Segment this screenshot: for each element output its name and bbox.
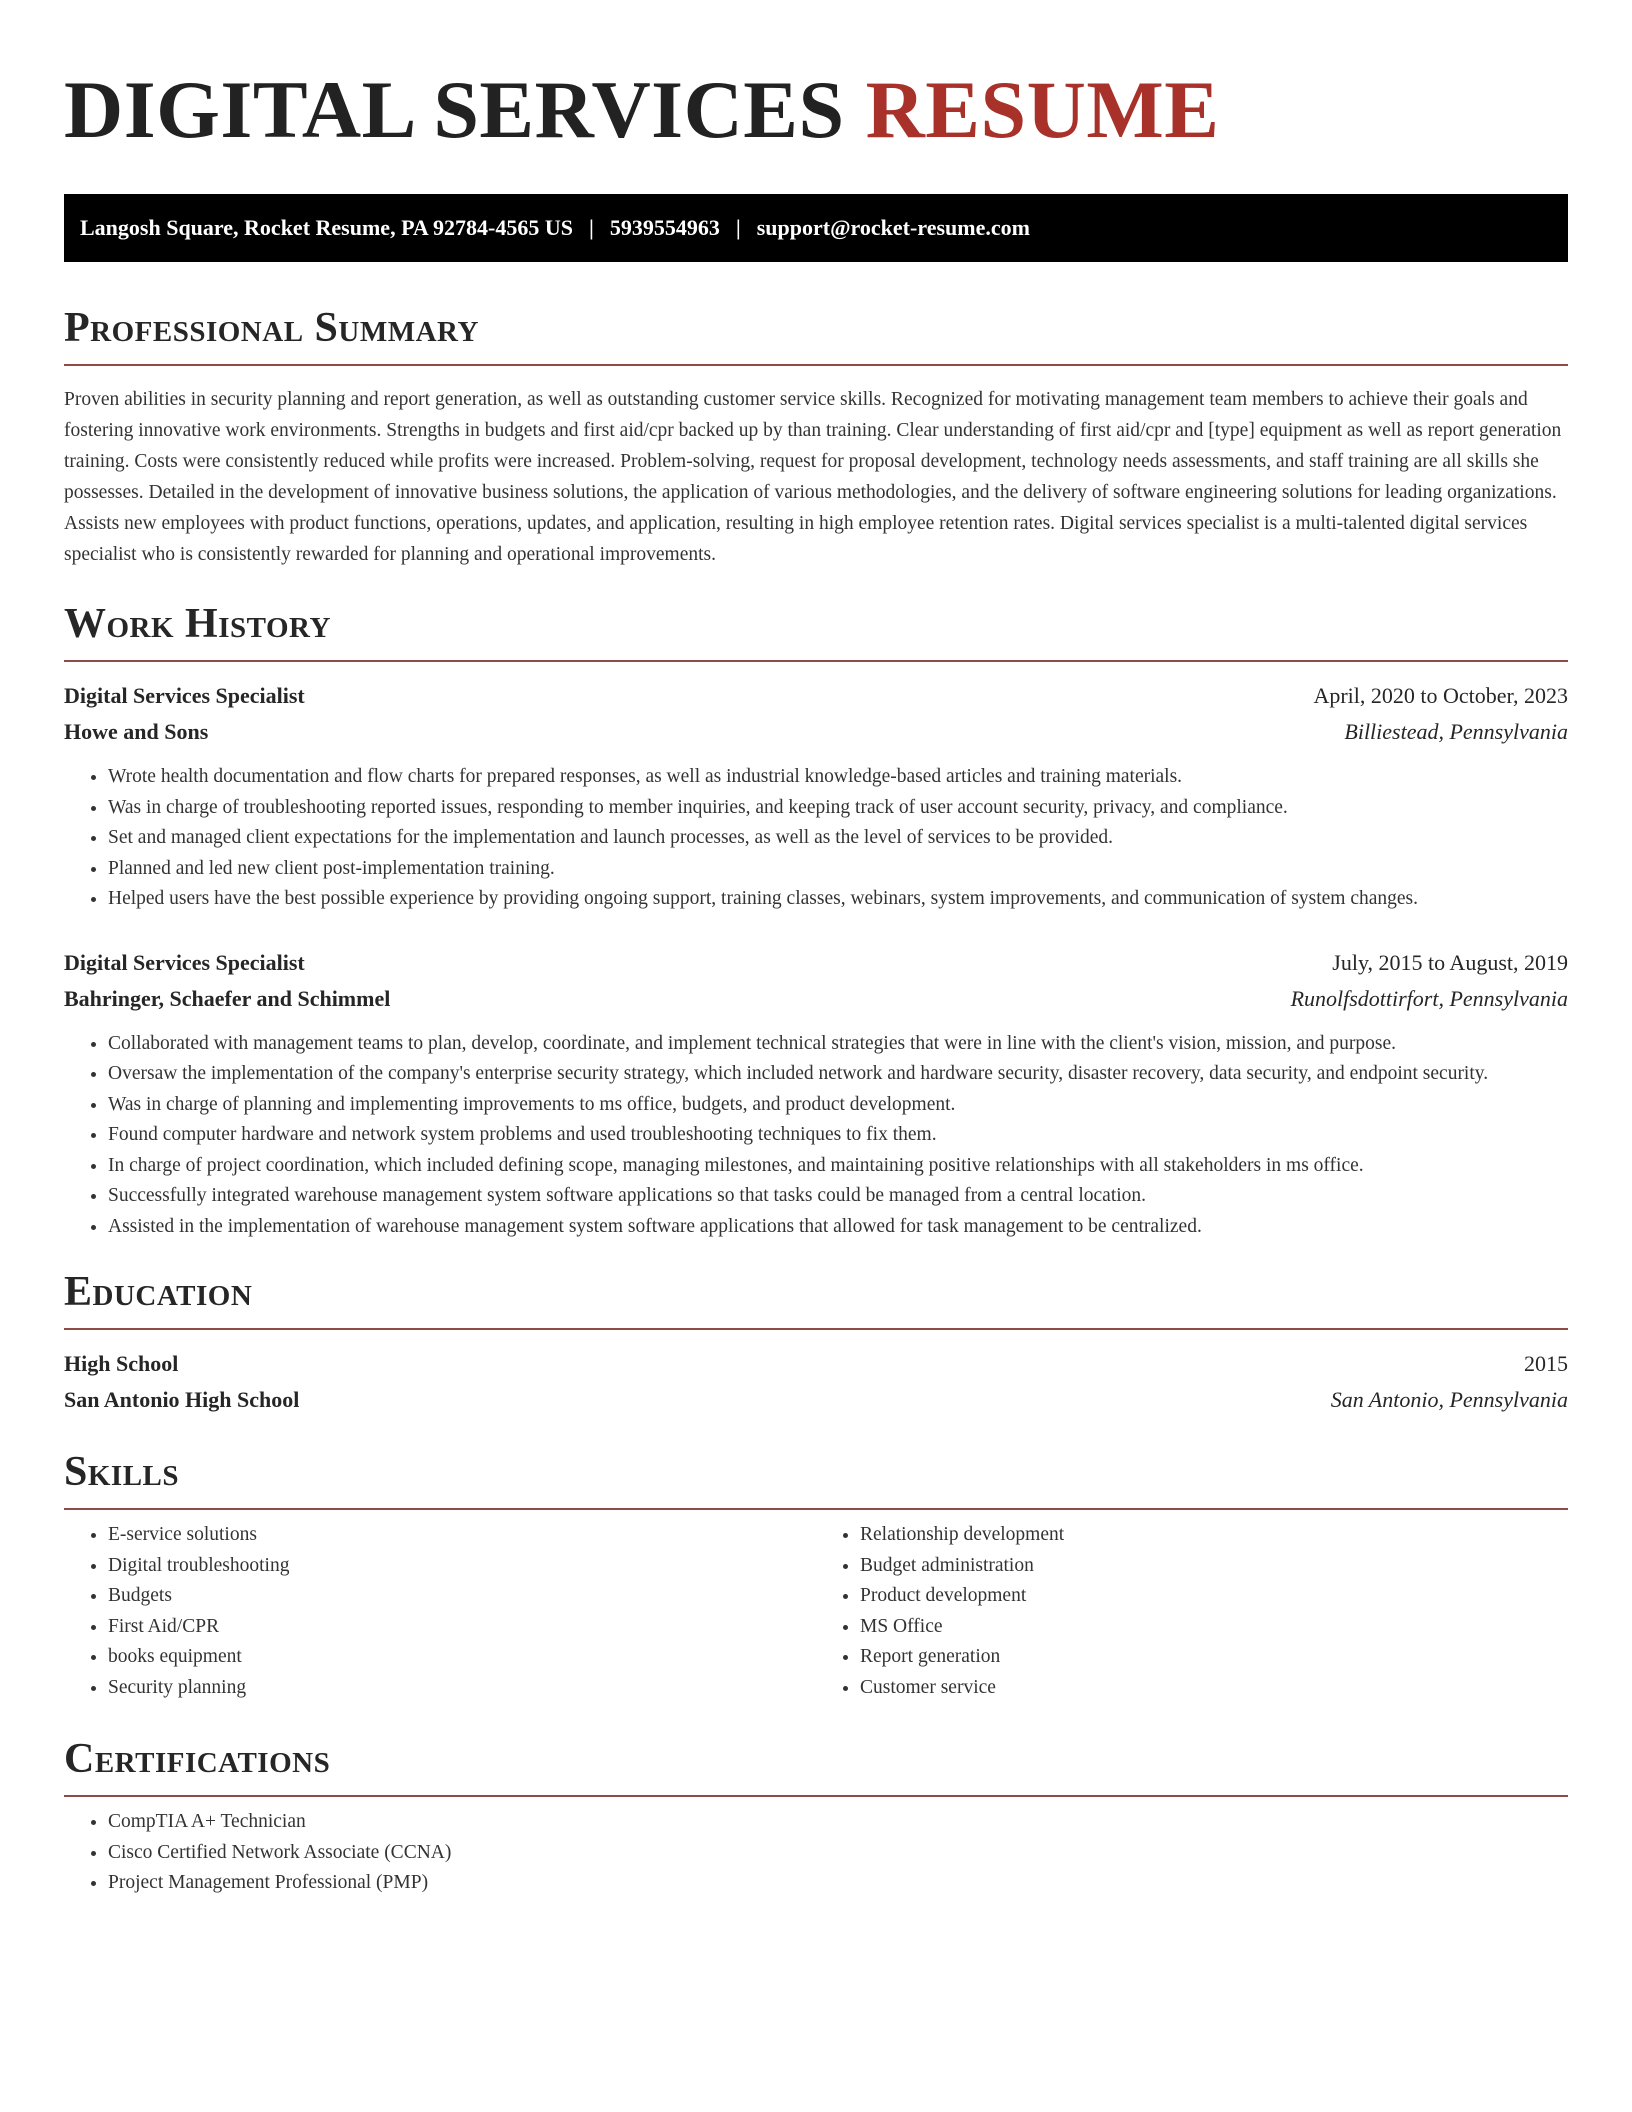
contact-separator: |: [735, 215, 741, 240]
list-item: • E-service solutions: [108, 1520, 816, 1551]
section-divider: [64, 364, 1568, 366]
section-divider: [64, 1328, 1568, 1330]
job-dates: July, 2015 to August, 2019: [1332, 949, 1568, 975]
list-item: • MS Office: [860, 1612, 1568, 1643]
education-year: 2015: [1524, 1351, 1568, 1376]
job-header: [64, 945, 1568, 981]
list-item: • Report generation: [860, 1642, 1568, 1673]
job-subheader: [64, 714, 1568, 750]
skills-list-right: [816, 1520, 1568, 1703]
job-company: Bahringer, Schaefer and Schimmel: [64, 985, 391, 1011]
job-entry: [64, 945, 1568, 1243]
skills-section: [64, 1446, 1568, 1703]
job-role: Digital Services Specialist: [64, 683, 305, 708]
section-title-work: Work History: [64, 601, 331, 647]
list-item: • Product development: [860, 1581, 1568, 1612]
contact-separator: |: [589, 215, 594, 240]
skills-columns: [64, 1520, 1568, 1703]
list-item: • In charge of project coordination, which included defining scope, managing milestones, and maintaining positive relationships with all stakeholders in ms office.: [108, 1151, 1568, 1182]
job-header: [64, 678, 1568, 714]
list-item: • Was in charge of troubleshooting reported issues, responding to member inquiries, and keeping track of user account security, privacy, and compliance.: [108, 793, 1568, 824]
education-degree: High School: [64, 1351, 179, 1376]
list-item: • Budgets: [108, 1581, 816, 1612]
job-company: Howe and Sons: [64, 719, 209, 744]
section-divider: [64, 1508, 1568, 1510]
section-title-skills: Skills: [64, 1449, 180, 1495]
section-title-certifications: Certifications: [64, 1736, 331, 1782]
list-item: • Customer service: [860, 1673, 1568, 1704]
resume-title: [64, 56, 1568, 160]
education-school: San Antonio High School: [64, 1387, 300, 1412]
list-item: • Set and managed client expectations for the implementation and launch processes, as well as the level of services to be provided.: [108, 823, 1568, 854]
list-item: • First Aid/CPR: [108, 1612, 816, 1643]
section-title-summary: Professional Summary: [64, 305, 479, 351]
job-bullets: [64, 1029, 1568, 1243]
work-section: [64, 598, 1568, 1242]
list-item: • Project Management Professional (PMP): [108, 1868, 1568, 1899]
section-divider: [64, 1795, 1568, 1797]
job-bullets: [64, 762, 1568, 915]
job-entry: [64, 678, 1568, 915]
job-subheader: [64, 981, 1568, 1017]
job-location: Billiestead, Pennsylvania: [1344, 719, 1568, 744]
list-item: • Helped users have the best possible experience by providing ongoing support, training classes, webinars, system improvements, and communication of system changes.: [108, 884, 1568, 915]
summary-section: [64, 302, 1568, 570]
education-header: [64, 1346, 1568, 1382]
list-item: • Budget administration: [860, 1551, 1568, 1582]
education-subheader: [64, 1382, 1568, 1418]
contact-address: Langosh Square, Rocket Resume, PA 92784-4565 US: [80, 215, 573, 240]
section-title-education: Education: [64, 1269, 253, 1315]
list-item: • Collaborated with management teams to plan, develop, coordinate, and implement technical strategies that were in line with the client's vision, mission, and purpose.: [108, 1029, 1568, 1060]
certifications-section: [64, 1733, 1568, 1899]
education-entry: [64, 1346, 1568, 1418]
title-main: DIGITAL SERVICES: [64, 64, 845, 155]
education-section: [64, 1266, 1568, 1418]
job-location: Runolfsdottirfort, Pennsylvania: [1290, 985, 1568, 1011]
title-accent: RESUME: [865, 64, 1220, 155]
contact-phone: 5939554963: [609, 215, 720, 240]
list-item: • Successfully integrated warehouse management system software applications so that tasks could be managed from a central location.: [108, 1181, 1568, 1212]
summary-text: Proven abilities in security planning and report generation, as well as outstanding customer service skills. Recognized for motivating management team members to achieve their goals and fostering innovative work environments. Strengths in budgets and first aid/cpr backed up by than training. Clear understanding of first aid/cpr and [type] equipment as well as report generation training. Costs were consistently reduced while profits were increased. Problem-solving, request for proposal development, technology needs assessments, and staff training are all skills she possesses. Detailed in the development of innovative business solutions, the application of various methodologies, and the delivery of software engineering solutions for leading organizations. Assists new employees with product functions, operations, updates, and application, resulting in high employee retention rates. Digital services specialist is a multi-talented digital services specialist who is consistently rewarded for planning and operational improvements.: [64, 389, 1562, 565]
contact-bar: [64, 194, 1568, 262]
skills-list-left: [64, 1520, 816, 1703]
list-item: • Assisted in the implementation of warehouse management system software applications that allowed for task management to be centralized.: [108, 1212, 1568, 1243]
certifications-list: [64, 1807, 1568, 1899]
list-item: • Found computer hardware and network system problems and used troubleshooting techniques to fix them.: [108, 1120, 1568, 1151]
contact-email[interactable]: support@rocket-resume.com: [756, 215, 1030, 240]
list-item: • Relationship development: [860, 1520, 1568, 1551]
education-location: San Antonio, Pennsylvania: [1330, 1387, 1568, 1412]
section-divider: [64, 660, 1568, 662]
list-item: • Cisco Certified Network Associate (CCNA): [108, 1838, 1568, 1869]
list-item: • CompTIA A+ Technician: [108, 1807, 1568, 1838]
list-item: • Planned and led new client post-implementation training.: [108, 854, 1568, 885]
list-item: • Oversaw the implementation of the company's enterprise security strategy, which included network and hardware security, disaster recovery, data security, and endpoint security.: [108, 1059, 1568, 1090]
list-item: • Was in charge of planning and implementing improvements to ms office, budgets, and product development.: [108, 1090, 1568, 1121]
job-role: Digital Services Specialist: [64, 949, 305, 975]
list-item: • Digital troubleshooting: [108, 1551, 816, 1582]
list-item: • books equipment: [108, 1642, 816, 1673]
list-item: • Wrote health documentation and flow charts for prepared responses, as well as industrial knowledge-based articles and training materials.: [108, 762, 1568, 793]
list-item: • Security planning: [108, 1673, 816, 1704]
job-dates: April, 2020 to October, 2023: [1313, 683, 1568, 708]
